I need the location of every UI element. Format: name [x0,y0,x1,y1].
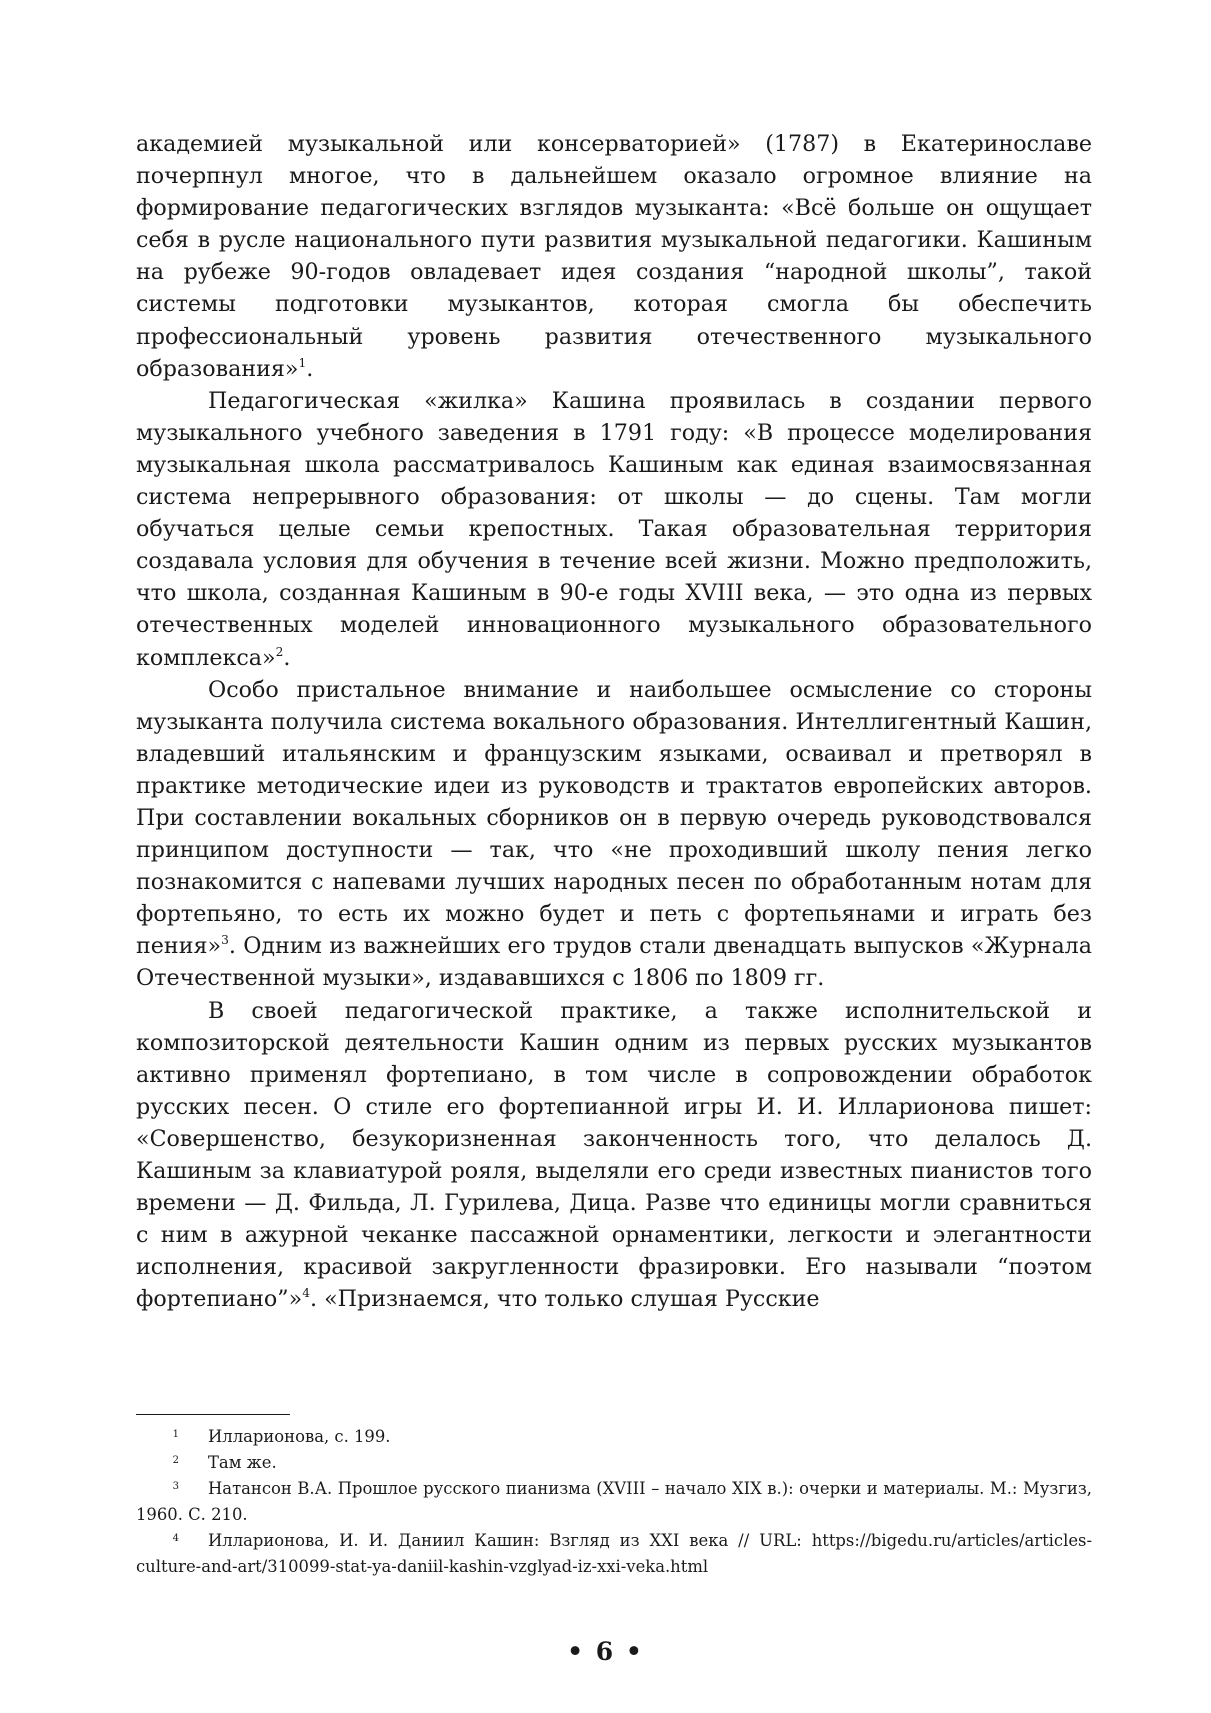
paragraph-tail: . [306,355,314,382]
paragraph-2 [136,385,1092,674]
footnote-1: 1 Илларионова, с. 199. [172,1427,391,1446]
paragraph-tail: . [283,644,291,671]
footnote-3: 3 Натансон В.А. Прошлое русского пианизма (XVIII – начало XIX в.): очерки и материалы. М.: Музгиз, 1960. С. 210. [136,1479,1092,1524]
footnote-ref-3[interactable]: 3 [221,933,229,948]
footnote-text: Илларионова, И. И. Даниил Кашин: Взгляд из XXI века // URL: https://bigedu.ru/articles/articles-culture-and-art/310099-stat-ya-daniil-kashin-vzglyad-iz-xxi-veka.html [136,1531,1092,1576]
footnote-ref-1[interactable]: 1 [298,355,307,370]
footnotes [136,1424,1092,1580]
footnote-ref-2[interactable]: 2 [275,644,284,659]
page-number: • 6 • [567,1637,644,1666]
footnote-separator [136,1414,290,1415]
paragraph-text: академией музыкальной или консерваторией» (1787) в Екатеринославе почерпнул многое, что в дальнейшем оказало огромное влияние на формирование педагогических взглядов музыканта: «Всё больше он ощущает себя в русле национального пути развития музыкальной педагогики. Кашиным на рубеже 90-годов овладевает идея создания “народной школы”, такой системы подготовки музыкантов, которая смогла бы обеспечить профессиональный уровень развития отечественного музыкального образования» [136,131,1092,382]
footnote-text: Там же. [208,1453,277,1472]
paragraph-tail: . Одним из важнейших его трудов стали двенадцать выпусков «Журнала Отечественной музыки», издававшихся с 1806 по 1809 гг. [136,933,1092,992]
paragraph-text: В своей педагогической практике, а также исполнительской и композиторской деятельности Кашин одним из первых русских музыкантов активно применял фортепиано, в том числе в сопровождении обработок русских песен. О стиле его фортепианной игры И. И. Илларионова пишет: «Совершенство, безукоризненная законченность того, что делалось Д. Кашиным за клавиатурой рояля, выделяли его среди известных пианистов того времени — Д. Фильда, Л. Гурилева, Дица. Разве что единицы могли сравниться с ним в ажурной чеканке пассажной орнаментики, легкости и элегантности исполнения, красивой закругленности фразировки. Его называли “поэтом фортепиано”» [136,997,1092,1313]
paragraph-1 [136,128,1092,385]
paragraph-3 [136,674,1092,995]
paragraph-text: Педагогическая «жилка» Кашина проявилась в создании первого музыкального учебного заведения в 1791 году: «В процессе моделирования музыкальная школа рассматривалось Кашиным как единая взаимосвязанная система непрерывного образования: от школы — до сцены. Там могли обучаться целые семьи крепостных. Такая образовательная территория создавала условия для обучения в течение всей жизни. Можно предположить, что школа, созданная Кашиным в 90-е годы XVIII века, — это одна из первых отечественных моделей инновационного музыкального образовательного комплекса» [136,387,1092,671]
body-text [136,128,1092,1315]
footnote-ref-4[interactable]: 4 [302,1286,310,1301]
paragraph-text: Особо пристальное внимание и наибольшее осмысление со стороны музыканта получила система вокального образования. Интеллигентный Кашин, владевший итальянским и французским языками, осваивал и претворял в практике методические идеи из руководств и трактатов европейских авторов. При составлении вокальных сборников он в первую очередь руководствовался принципом доступности — так, что «не проходивший школу пения легко познакомится с напевами лучших народных песен по обработанным нотам для фортепьяно, то есть их можно будет и петь с фортепьянами и играть без пения» [136,676,1092,960]
paragraph-4 [136,995,1092,1316]
paragraph-tail: . «Признаемся, что только слушая Русские [309,1286,820,1313]
footnote-text: Натансон В.А. Прошлое русского пианизма (XVIII – начало XIX в.): очерки и материалы. М.: Музгиз, 1960. С. 210. [136,1479,1092,1524]
footnote-2: 2 Там же. [172,1453,277,1472]
footnote-4: 4 Илларионова, И. И. Даниил Кашин: Взгляд из XXI века // URL: https://bigedu.ru/articles/articles-culture-and-art/310099-stat-ya-daniil-kashin-vzglyad-iz-xxi-veka.html [136,1531,1092,1576]
footnote-text: Илларионова, с. 199. [208,1427,391,1446]
